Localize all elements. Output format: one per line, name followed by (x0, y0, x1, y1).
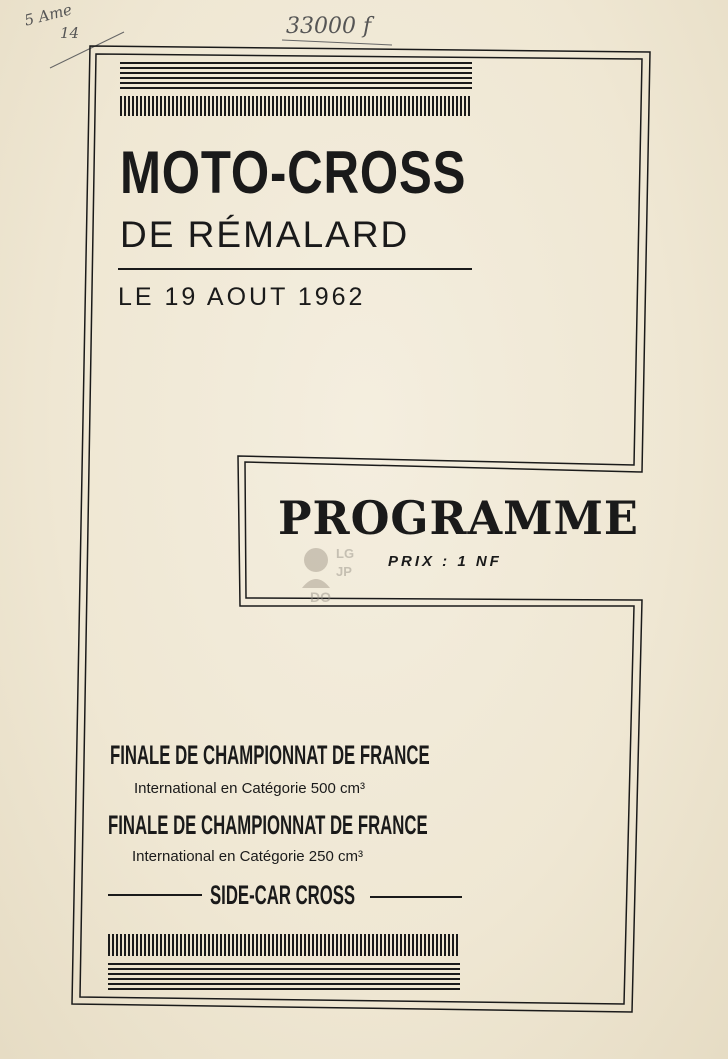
handwritten-note-1: 5 Ame (22, 0, 74, 30)
watermark-lg: LG (336, 546, 355, 561)
programme-heading: PROGRAMME (278, 491, 639, 545)
handwritten-note-2: 14 (60, 24, 80, 42)
decorative-hatch-bottom (108, 934, 460, 956)
collector-watermark-stamp (298, 538, 368, 606)
handwritten-price-note: 33000 f (286, 14, 372, 39)
decorative-stripes-bottom (108, 963, 460, 990)
side-car-rule-right (370, 896, 462, 898)
event-2-title: FINALE DE CHAMPIONNAT DE FRANCE (108, 810, 428, 840)
watermark-jp: JP (336, 564, 352, 579)
programme-price: PRIX : 1 NF (388, 553, 502, 570)
event-1-detail: International en Catégorie 500 cm³ (134, 780, 365, 797)
event-location: DE RÉMALARD (120, 214, 410, 255)
event-1-title: FINALE DE CHAMPIONNAT DE FRANCE (110, 740, 430, 770)
watermark-do: DO (310, 589, 331, 605)
title-divider (118, 268, 472, 270)
event-date: LE 19 AOUT 1962 (118, 283, 366, 311)
decorative-hatch-top (120, 96, 472, 116)
event-2-detail: International en Catégorie 250 cm³ (132, 848, 363, 865)
side-car-rule-left (108, 894, 202, 896)
side-car-label: SIDE-CAR CROSS (210, 880, 356, 910)
decorative-stripes-top (120, 62, 472, 89)
event-title: MOTO-CROSS (120, 139, 467, 206)
